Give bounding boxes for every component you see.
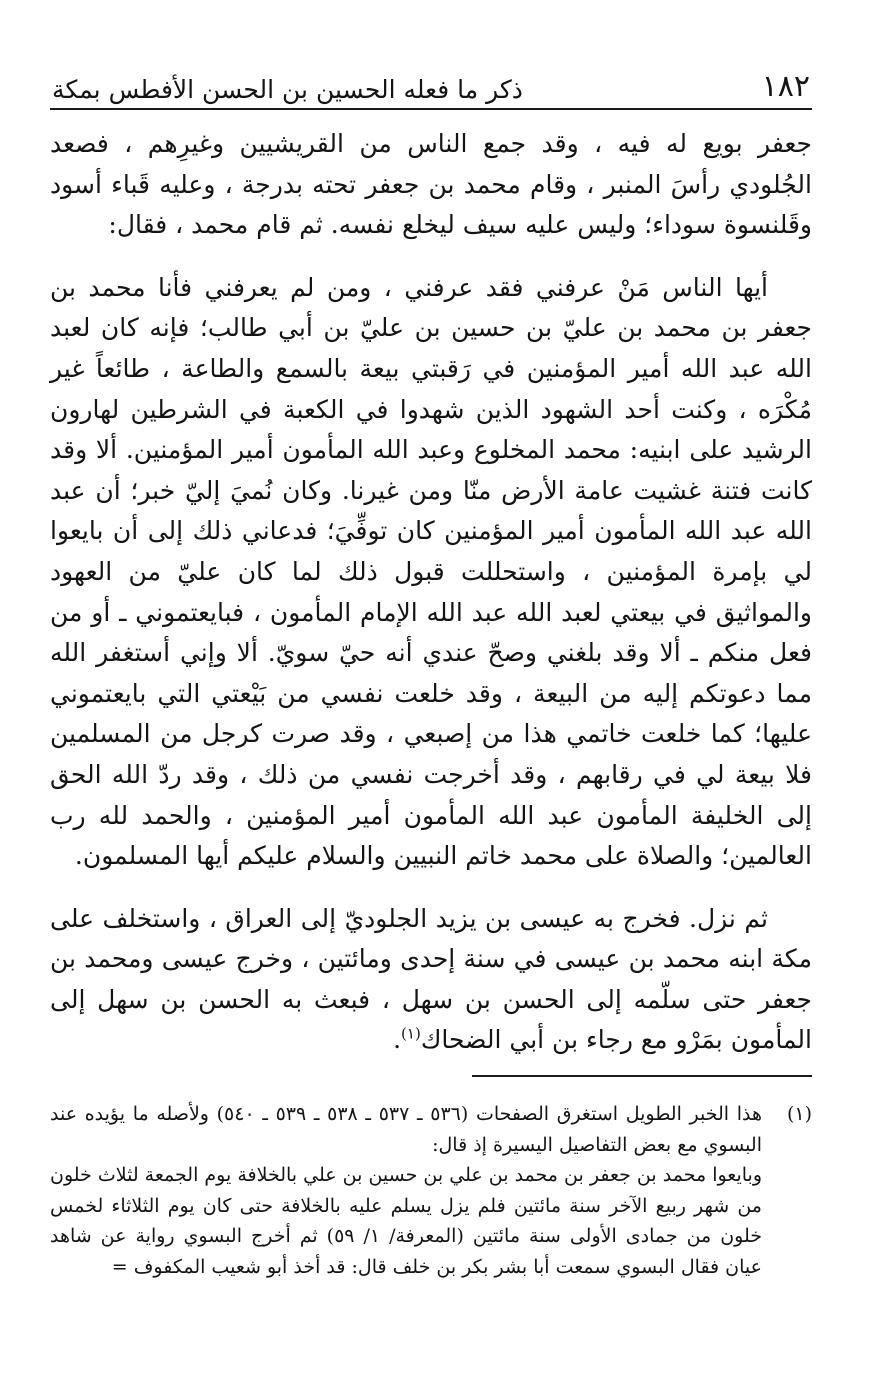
footnote-divider — [472, 1075, 812, 1077]
footnote-paragraph: وبايعوا محمد بن جعفر بن محمد بن علي بن حسين بن علي بالخلافة يوم الجمعة لثلاث خلون من شهر ربيع الآخر سنة مائتين فلم يزل يسلم عليه بالخلافة حتى كان يوم الثلاثاء لخمس خلون من جمادى الأولى سنة مائتين (المعرفة/ ١/ ٥٩) ثم أخرج البسوي رواية عن شاهد عيان فقال البسوي سمعت أبا بشر بكر بن خلف قال: قد أخذ أبو شعيب المكفوف = — [50, 1164, 762, 1278]
paragraph-speech: أيها الناس مَنْ عرفني فقد عرفني ، ومن لم يعرفني فأنا محمد بن جعفر بن محمد بن عليّ بن حسين بن عليّ بن أبي طالب؛ فإنه كان لعبد الله عبد الله أمير المؤمنين في رَقبتي بيعة بالسمع والطاعة ، طائعاً غير مُكْرَه ، وكنت أحد الشهود الذين شهدوا في الكعبة في الشرطين لهارون الرشيد على ابنيه: محمد المخلوع وعبد الله المأمون أمير المؤمنين. ألا وقد كانت فتنة غشيت عامة الأرض منّا ومن غيرنا. وكان نُميَ إليّ خبر؛ أن عبد الله عبد الله المأمون أمير المؤمنين كان توفِّيَ؛ فدعاني ذلك إلى أن بايعوا لي بإمرة المؤمنين ، واستحللت قبول ذلك لما كان عليّ من العهود والمواثيق في بيعتي لعبد الله عبد الله الإمام المأمون ، فبايعتموني ـ أو من فعل منكم ـ ألا وقد بلغني وصحّ عندي أنه حيّ سويّ. ألا وإني أستغفر الله مما دعوتكم إليه من البيعة ، وقد خلعت نفسي من بَيْعتي التي بايعتموني عليها؛ كما خلعت خاتمي هذا من إصبعي ، وقد صرت كرجل من المسلمين فلا بيعة لي في رقابهم ، وقد أخرجت نفسي من ذلك ، وقد ردّ الله الحق إلى الخليفة المأمون عبد الله المأمون أمير المؤمنين ، والحمد لله رب العالمين؛ والصلاة على محمد خاتم النبيين والسلام عليكم أيها المسلمون. — [50, 272, 813, 871]
paragraph-continuation: جعفر بويع له فيه ، وقد جمع الناس من القريشيين وغيرِهم ، فصعد الجُلودي رأسَ المنبر ، وقام محمد بن جعفر تحته بدرجة ، وعليه قَباء أسود وقَلنسوة سوداء؛ وليس عليه سيف ليخلع نفسه. ثم قام محمد ، فقال: — [50, 129, 812, 240]
footnotes-section — [50, 1099, 812, 1282]
closing-period: . — [393, 1025, 402, 1055]
footnote-body — [50, 1099, 762, 1282]
page-number: ١٨٢ — [761, 69, 810, 104]
footnote-marker: (١) — [786, 1103, 812, 1126]
running-title: ذكر ما فعله الحسين بن الحسن الأفطس بمكة — [52, 75, 523, 104]
main-text — [50, 124, 812, 1061]
book-page — [50, 62, 812, 1282]
footnote-reference[interactable]: (١) — [401, 1025, 421, 1044]
footnote-item — [50, 1099, 812, 1282]
running-header — [50, 62, 812, 110]
paragraph-closing-text: ثم نزل. فخرج به عيسى بن يزيد الجلوديّ إلى العراق ، واستخلف على مكة ابنه محمد بن عيسى في سنة إحدى ومائتين ، وخرج عيسى ومحمد بن جعفر حتى سلّمه إلى الحسن بن سهل ، فبعث به الحسن بن سهل إلى المأمون بمَرْو مع رجاء بن أبي الضحاك — [50, 903, 812, 1055]
footnote-paragraph: هذا الخبر الطويل استغرق الصفحات (٥٣٦ ـ ٥٣٧ ـ ٥٣٨ ـ ٥٣٩ ـ ٥٤٠) ولأصله ما يؤيده عند البسوي مع بعض التفاصيل اليسيرة إذ قال: — [50, 1103, 763, 1156]
paragraph-closing — [50, 899, 812, 1061]
